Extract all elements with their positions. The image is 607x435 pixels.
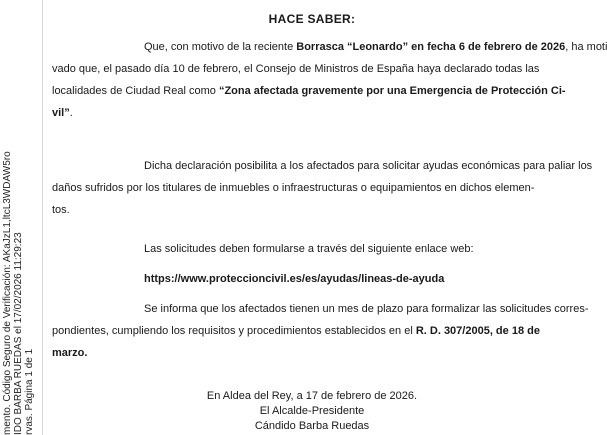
stamp-line-1: mento. Código Seguro de Verificación: AKaJzL1,ltcL3WDAW5ro (2, 151, 13, 435)
p2-line-2: daños sufridos por los titulares de inmuebles o infraestructuras o equipamientos en dichos elemen- (52, 182, 535, 194)
p1-text-l3: localidades de Ciudad Real como (52, 85, 219, 97)
margin-divider (42, 0, 43, 435)
aid-lines-link[interactable]: https://www.proteccioncivil.es/es/ayudas/lineas-de-ayuda (144, 273, 445, 285)
signature-block (52, 389, 572, 434)
royal-decree-reference-end: marzo. (52, 347, 88, 359)
paragraph-aid (52, 155, 593, 221)
emergency-zone-declaration: “Zona afectada gravemente por una Emergencia de Protección Ci- (218, 85, 566, 97)
signature-name: Cándido Barba Ruedas (254, 420, 370, 432)
paragraph-link (52, 268, 557, 290)
p5-line-1: Se informa que los afectados tienen un mes de plazo para formalizar las solicitudes corres- (144, 303, 589, 315)
verification-margin (0, 0, 42, 435)
verification-stamp (2, 0, 42, 435)
p2-line-1: Dicha declaración posibilita a los afectados para solicitar ayudas económicas para paliar los (144, 160, 593, 172)
paragraph-requests (52, 238, 557, 260)
storm-name-date: Borrasca “Leonardo” en fecha 6 de febrero de 2026 (296, 41, 566, 53)
p5-text-l2: pondientes, cumpliendo los requisitos y procedimientos establecidos en el (52, 325, 416, 337)
paragraph-storm (52, 36, 607, 124)
document-heading: HACE SABER: (268, 12, 356, 26)
stamp-line-2: IDO BARBA RUEDAS el 17/02/2026 11:29:23 (13, 232, 24, 435)
stamp-line-3: rvas. Página 1 de 1 (24, 348, 35, 435)
p1-line-2: vado que, el pasado día 10 de febrero, el Consejo de Ministros de España haya declarado todas las (52, 63, 540, 75)
p1-period: . (69, 107, 73, 119)
p1-text-c: , ha moti (565, 41, 607, 53)
p2-line-3: tos. (52, 204, 70, 216)
p3-line-1: Las solicitudes deben formularse a través del siguiente enlace web: (144, 243, 474, 255)
paragraph-deadline (52, 298, 589, 364)
p1-text-a: Que, con motivo de la reciente (144, 41, 297, 53)
signature-role: El Alcalde-Presidente (259, 405, 365, 417)
royal-decree-reference: R. D. 307/2005, de 18 de (415, 325, 540, 337)
emergency-zone-declaration-end: vil” (52, 107, 70, 119)
signature-place-date: En Aldea del Rey, a 17 de febrero de 2026. (206, 390, 418, 402)
